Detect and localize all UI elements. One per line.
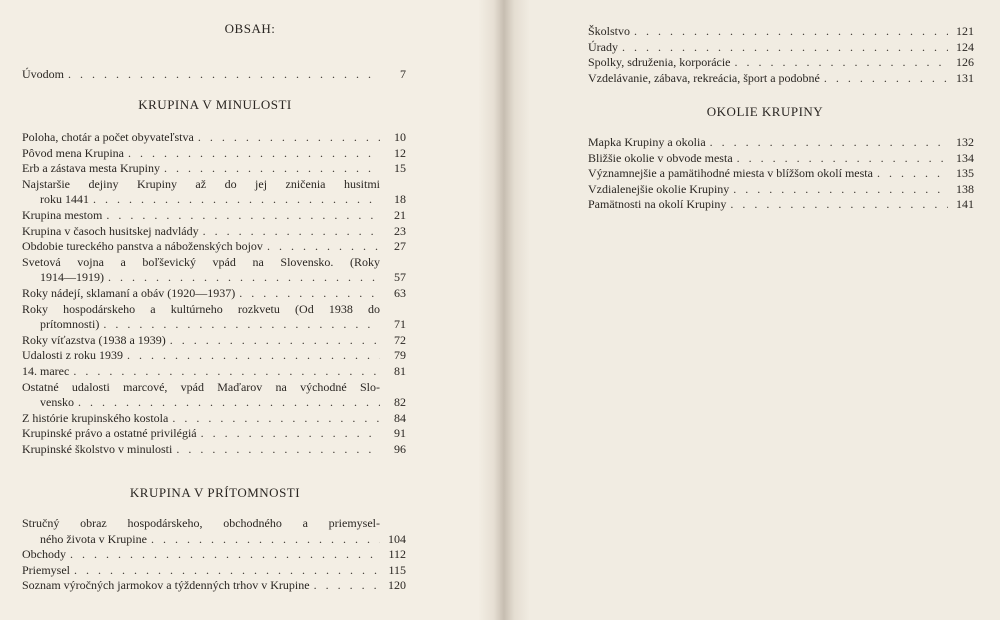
leader-dots	[172, 442, 380, 458]
toc-entry-page: 63	[394, 285, 406, 300]
toc-entry-title: Obdobie tureckého panstva a náboženských bojov	[22, 239, 263, 254]
toc-entry-page: 135	[956, 166, 974, 181]
toc-entry-row	[22, 161, 406, 177]
toc-entry-title: roku 1441	[40, 192, 89, 207]
toc-entry[interactable]	[22, 426, 406, 442]
toc-entry-row	[22, 286, 406, 302]
toc-entry-page: 134	[956, 150, 974, 165]
toc-entry-row	[22, 395, 406, 411]
toc-entry-page: 10	[394, 130, 406, 144]
toc-entry-intro[interactable]	[22, 67, 406, 83]
toc-entry-page: 132	[956, 135, 974, 149]
toc-entry[interactable]	[22, 563, 406, 579]
toc-entry-title: Krupina v časoch husitskej nadvlády	[22, 223, 199, 238]
toc-entry-title: Školstvo	[588, 24, 631, 38]
leader-dots	[731, 55, 948, 71]
leader-dots	[618, 40, 948, 56]
toc-entry-title: Poloha, chotár a počet obyvateľstva	[22, 130, 194, 144]
toc-entry[interactable]	[588, 135, 974, 151]
toc-entry-row	[22, 130, 406, 146]
toc-entry-title: Krupina mestom	[22, 207, 103, 222]
leader-dots	[64, 67, 380, 83]
section-past-list	[22, 130, 406, 457]
toc-entry-row	[588, 166, 974, 182]
toc-entry-page: 112	[388, 547, 406, 562]
toc-entry-page: 21	[394, 207, 406, 222]
leader-dots	[124, 146, 380, 162]
leader-dots	[69, 364, 380, 380]
leader-dots	[194, 130, 380, 146]
toc-entry-page: 27	[394, 239, 406, 254]
toc-entry-row	[588, 197, 974, 213]
toc-entry[interactable]	[588, 40, 974, 56]
leader-dots	[89, 192, 380, 208]
toc-entry[interactable]	[22, 255, 406, 286]
toc-entry-page: 138	[956, 181, 974, 196]
toc-entry-page: 7	[400, 67, 406, 81]
toc-entry[interactable]	[588, 55, 974, 71]
toc-entry-title: Pamätnosti na okolí Krupiny	[588, 197, 727, 212]
leader-dots	[310, 578, 380, 594]
toc-entry-page: 131	[956, 70, 974, 85]
toc-entry-title-line1: Stručný obraz hospodárskeho, obchodného a priemysel-	[22, 516, 380, 530]
toc-entry-title-line1: Ostatné udalosti marcové, vpád Maďarov na východné Slo-	[22, 379, 380, 394]
toc-entry-page: 71	[394, 317, 406, 332]
toc-entry[interactable]	[22, 442, 406, 458]
toc-entry-title: 14. marec	[22, 363, 70, 378]
toc-entry-page: 72	[394, 332, 406, 347]
toc-entry[interactable]	[22, 547, 406, 563]
toc-entry-title-line1: Svetová vojna a boľševický vpád na Slovensko. (Roky	[22, 254, 380, 269]
section-heading-surroundings: OKOLIE KRUPINY	[706, 104, 824, 119]
toc-entry-page: 81	[394, 363, 406, 378]
leader-dots	[99, 317, 380, 333]
toc-entry-page: 141	[956, 197, 974, 212]
toc-entry-row	[22, 364, 406, 380]
toc-entry-row	[22, 532, 406, 548]
toc-entry-title: Významnejšie a pamätihodné miesta v blížšom okolí mesta	[588, 166, 873, 181]
toc-entry-title: Z histórie krupinského kostola	[22, 410, 169, 425]
section-present-list	[22, 516, 406, 594]
toc-entry[interactable]	[22, 177, 406, 208]
toc-entry-title: Úrady	[588, 39, 618, 54]
toc-entry[interactable]	[588, 151, 974, 167]
leader-dots	[102, 208, 380, 224]
toc-entry[interactable]	[588, 166, 974, 182]
toc-entry-page: 121	[956, 24, 974, 38]
toc-entry[interactable]	[22, 130, 406, 146]
toc-entry-page: 96	[394, 441, 406, 456]
leader-dots	[197, 426, 380, 442]
leader-dots	[168, 411, 380, 427]
toc-entry-row	[22, 239, 406, 255]
toc-entry-row	[22, 270, 406, 286]
toc-entry-title: Roky nádejí, sklamaní a obáv (1920—1937)	[22, 285, 236, 300]
toc-entry-title: prítomnosti)	[40, 317, 100, 332]
toc-entry[interactable]	[22, 146, 406, 162]
toc-entry-page: 120	[388, 578, 406, 593]
right-page	[500, 0, 1000, 620]
toc-entry-title: ného života v Krupine	[40, 531, 147, 546]
toc-entry[interactable]	[22, 516, 406, 547]
toc-entry-row	[22, 547, 406, 563]
toc-entry-title: Krupinské školstvo v minulosti	[22, 441, 173, 456]
leader-dots	[74, 395, 380, 411]
toc-entry-row	[22, 224, 406, 240]
toc-entry-page: 79	[394, 348, 406, 363]
toc-entry-row	[22, 146, 406, 162]
toc-entry-page: 57	[394, 270, 406, 285]
leader-dots	[726, 197, 948, 213]
toc-entry-row	[22, 426, 406, 442]
toc-entry-row	[588, 55, 974, 71]
leader-dots	[820, 71, 948, 87]
toc-entry-row	[22, 411, 406, 427]
leader-dots	[733, 151, 948, 167]
toc-entry[interactable]	[22, 208, 406, 224]
leader-dots	[123, 348, 380, 364]
toc-entry-page: 104	[388, 531, 406, 546]
toc-entry-row	[22, 348, 406, 364]
toc-entry-page: 15	[394, 161, 406, 176]
toc-entry[interactable]	[22, 161, 406, 177]
toc-entry-row	[588, 24, 974, 40]
toc-entry-row	[22, 208, 406, 224]
toc-entry[interactable]	[22, 333, 406, 349]
toc-entry-page: 115	[388, 562, 406, 577]
toc-entry-title: Pôvod mena Krupina	[22, 145, 124, 160]
toc-entry-title: Bližšie okolie v obvode mesta	[588, 150, 733, 165]
toc-entry-row	[22, 563, 406, 579]
toc-entry-page: 124	[956, 39, 974, 54]
leader-dots	[160, 161, 380, 177]
toc-entry-row	[588, 151, 974, 167]
toc-entry[interactable]	[588, 197, 974, 213]
section-surroundings-list	[588, 135, 974, 213]
toc-entry-title: Vzdialenejšie okolie Krupiny	[588, 181, 730, 196]
toc-entry-title: Udalosti z roku 1939	[22, 348, 123, 363]
toc-entry-row	[588, 135, 974, 151]
toc-entry-title: vensko	[40, 395, 74, 410]
contents-title: OBSAH:	[224, 21, 276, 36]
leader-dots	[263, 239, 380, 255]
toc-entry-row	[588, 40, 974, 56]
toc-entry-row	[22, 333, 406, 349]
leader-dots	[729, 182, 948, 198]
toc-entry[interactable]	[22, 224, 406, 240]
leader-dots	[70, 563, 380, 579]
leader-dots	[66, 547, 380, 563]
toc-entry[interactable]	[588, 71, 974, 87]
toc-entry[interactable]	[22, 578, 406, 594]
toc-entry-row	[22, 442, 406, 458]
toc-entry-page: 18	[394, 192, 406, 207]
section-heading-past: KRUPINA V MINULOSTI	[138, 97, 292, 112]
toc-entry[interactable]	[22, 380, 406, 411]
toc-entry[interactable]	[588, 24, 974, 40]
toc-entry[interactable]	[22, 239, 406, 255]
toc-entry-title: Vzdelávanie, zábava, rekreácia, šport a podobné	[588, 70, 820, 85]
toc-entry-title: Erb a zástava mesta Krupiny	[22, 161, 160, 176]
toc-entry-page: 84	[394, 410, 406, 425]
toc-entry-row	[22, 192, 406, 208]
toc-entry-title: 1914—1919)	[40, 270, 104, 285]
toc-entry[interactable]	[22, 364, 406, 380]
toc-entry[interactable]	[22, 286, 406, 302]
toc-entry-title: Roky víťazstva (1938 a 1939)	[22, 332, 166, 347]
leader-dots	[706, 135, 948, 151]
leader-dots	[166, 333, 380, 349]
toc-entry-title: Obchody	[22, 547, 66, 562]
leader-dots	[199, 224, 380, 240]
toc-entry-title-line1: Najstaršie dejiny Krupiny až do jej zničenia husitmi	[22, 176, 380, 191]
toc-entry-title: Spolky, sdruženia, korporácie	[588, 55, 731, 70]
leader-dots	[630, 24, 948, 40]
toc-entry-page: 126	[956, 55, 974, 70]
toc-entry-row	[588, 182, 974, 198]
section-heading-present: KRUPINA V PRÍTOMNOSTI	[129, 485, 301, 500]
toc-entry-row	[22, 317, 406, 333]
toc-entry[interactable]	[22, 302, 406, 333]
toc-entry-page: 12	[394, 145, 406, 160]
toc-entry[interactable]	[22, 348, 406, 364]
continued-list	[588, 24, 974, 86]
toc-entry-title: Priemysel	[22, 562, 70, 577]
leader-dots	[873, 166, 948, 182]
toc-entry-title: Úvodom	[22, 67, 64, 81]
toc-entry-title: Soznam výročných jarmokov a týždenných trhov v Krupine	[22, 578, 310, 593]
intro-list	[22, 67, 406, 83]
toc-entry-row	[22, 578, 406, 594]
leader-dots	[104, 270, 380, 286]
toc-entry-page: 23	[394, 223, 406, 238]
leader-dots	[235, 286, 380, 302]
toc-entry-title: Krupinské právo a ostatné privilégiá	[22, 426, 197, 441]
toc-entry[interactable]	[22, 411, 406, 427]
leader-dots	[147, 532, 380, 548]
toc-entry-row	[588, 71, 974, 87]
toc-entry-title-line1: Roky hospodárskeho a kultúrneho rozkvetu (Od 1938 do	[22, 301, 380, 316]
toc-entry-page: 82	[394, 395, 406, 410]
book-gutter	[478, 0, 530, 620]
toc-entry-page: 91	[394, 426, 406, 441]
toc-entry[interactable]	[588, 182, 974, 198]
toc-entry-title: Mapka Krupiny a okolia	[588, 135, 706, 149]
